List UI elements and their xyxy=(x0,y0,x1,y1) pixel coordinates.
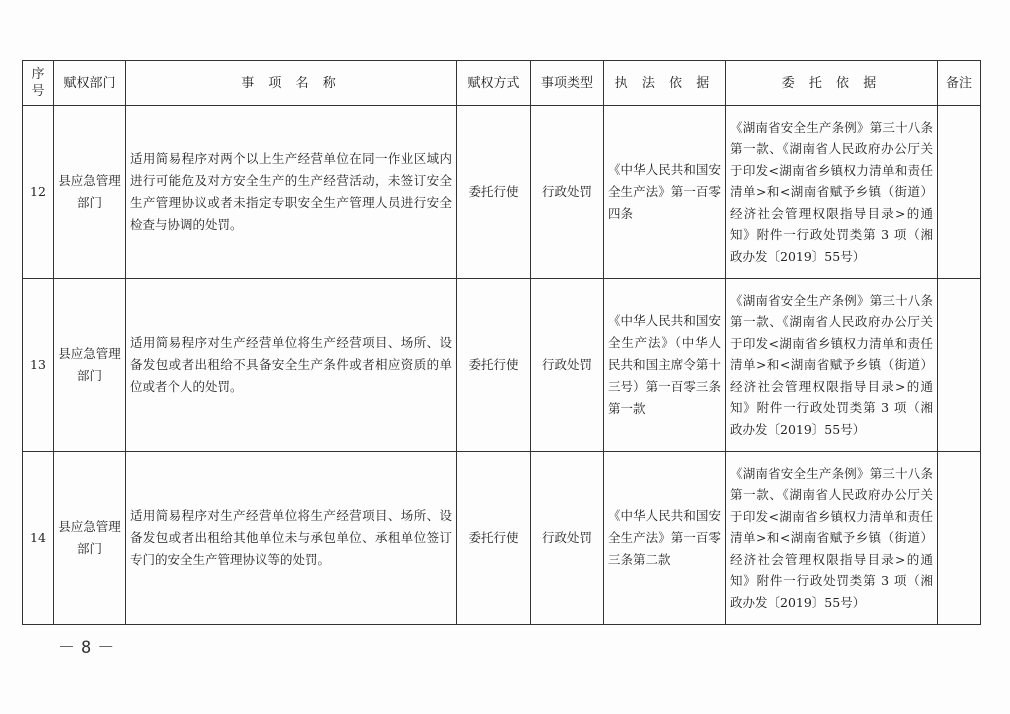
header-remark: 备注 xyxy=(938,61,981,106)
cell-law-basis: 《中华人民共和国安全生产法》第一百零三条第二款 xyxy=(604,452,726,625)
cell-remark xyxy=(938,452,981,625)
header-seq: 序号 xyxy=(23,61,54,106)
cell-item-name: 适用简易程序对生产经营单位将生产经营项目、场所、设备发包或者出租给其他单位未与承包单位、承租单位签订专门的安全生产管理协议等的处罚。 xyxy=(126,452,457,625)
cell-seq: 12 xyxy=(23,106,54,279)
cell-item-name: 适用简易程序对两个以上生产经营单位在同一作业区域内进行可能危及对方安全生产的生产经营活动，未签订安全生产管理协议或者未指定专职安全生产管理人员进行安全检查与协调的处罚。 xyxy=(126,106,457,279)
cell-item-type: 行政处罚 xyxy=(531,106,604,279)
cell-dept: 县应急管理部门 xyxy=(54,106,126,279)
cell-remark xyxy=(938,106,981,279)
cell-item-name: 适用简易程序对生产经营单位将生产经营项目、场所、设备发包或者出租给不具备安全生产条件或者相应资质的单位或者个人的处罚。 xyxy=(126,279,457,452)
cell-item-type: 行政处罚 xyxy=(531,279,604,452)
cell-method: 委托行使 xyxy=(457,106,531,279)
header-law-basis: 执 法 依 据 xyxy=(604,61,726,106)
cell-method: 委托行使 xyxy=(457,279,531,452)
cell-item-type: 行政处罚 xyxy=(531,452,604,625)
cell-seq: 14 xyxy=(23,452,54,625)
page-number: －8－ xyxy=(58,638,121,658)
table-row xyxy=(23,106,981,279)
cell-dept: 县应急管理部门 xyxy=(54,452,126,625)
cell-law-basis: 《中华人民共和国安全生产法》（中华人民共和国主席令第十三号）第一百零三条第一款 xyxy=(604,279,726,452)
cell-entrust-basis: 《湖南省安全生产条例》第三十八条第一款、《湖南省人民政府办公厅关于印发<湖南省乡镇权力清单和责任清单>和<湖南省赋予乡镇（街道）经济社会管理权限指导目录>的通知》附件一行政处罚类第 3 项（湘政办发〔2019〕55号） xyxy=(726,452,938,625)
delegation-table xyxy=(22,60,981,625)
cell-method: 委托行使 xyxy=(457,452,531,625)
header-item-type: 事项类型 xyxy=(531,61,604,106)
cell-entrust-basis: 《湖南省安全生产条例》第三十八条第一款、《湖南省人民政府办公厅关于印发<湖南省乡镇权力清单和责任清单>和<湖南省赋予乡镇（街道）经济社会管理权限指导目录>的通知》附件一行政处罚类第 3 项（湘政办发〔2019〕55号） xyxy=(726,279,938,452)
cell-dept: 县应急管理部门 xyxy=(54,279,126,452)
header-method: 赋权方式 xyxy=(457,61,531,106)
header-item-name: 事 项 名 称 xyxy=(126,61,457,106)
cell-seq: 13 xyxy=(23,279,54,452)
cell-law-basis: 《中华人民共和国安全生产法》第一百零四条 xyxy=(604,106,726,279)
table-row xyxy=(23,452,981,625)
table-row xyxy=(23,279,981,452)
cell-entrust-basis: 《湖南省安全生产条例》第三十八条第一款、《湖南省人民政府办公厅关于印发<湖南省乡镇权力清单和责任清单>和<湖南省赋予乡镇（街道）经济社会管理权限指导目录>的通知》附件一行政处罚类第 3 项（湘政办发〔2019〕55号） xyxy=(726,106,938,279)
header-entrust-basis: 委 托 依 据 xyxy=(726,61,938,106)
table-header-row xyxy=(23,61,981,106)
cell-remark xyxy=(938,279,981,452)
header-dept: 赋权部门 xyxy=(54,61,126,106)
